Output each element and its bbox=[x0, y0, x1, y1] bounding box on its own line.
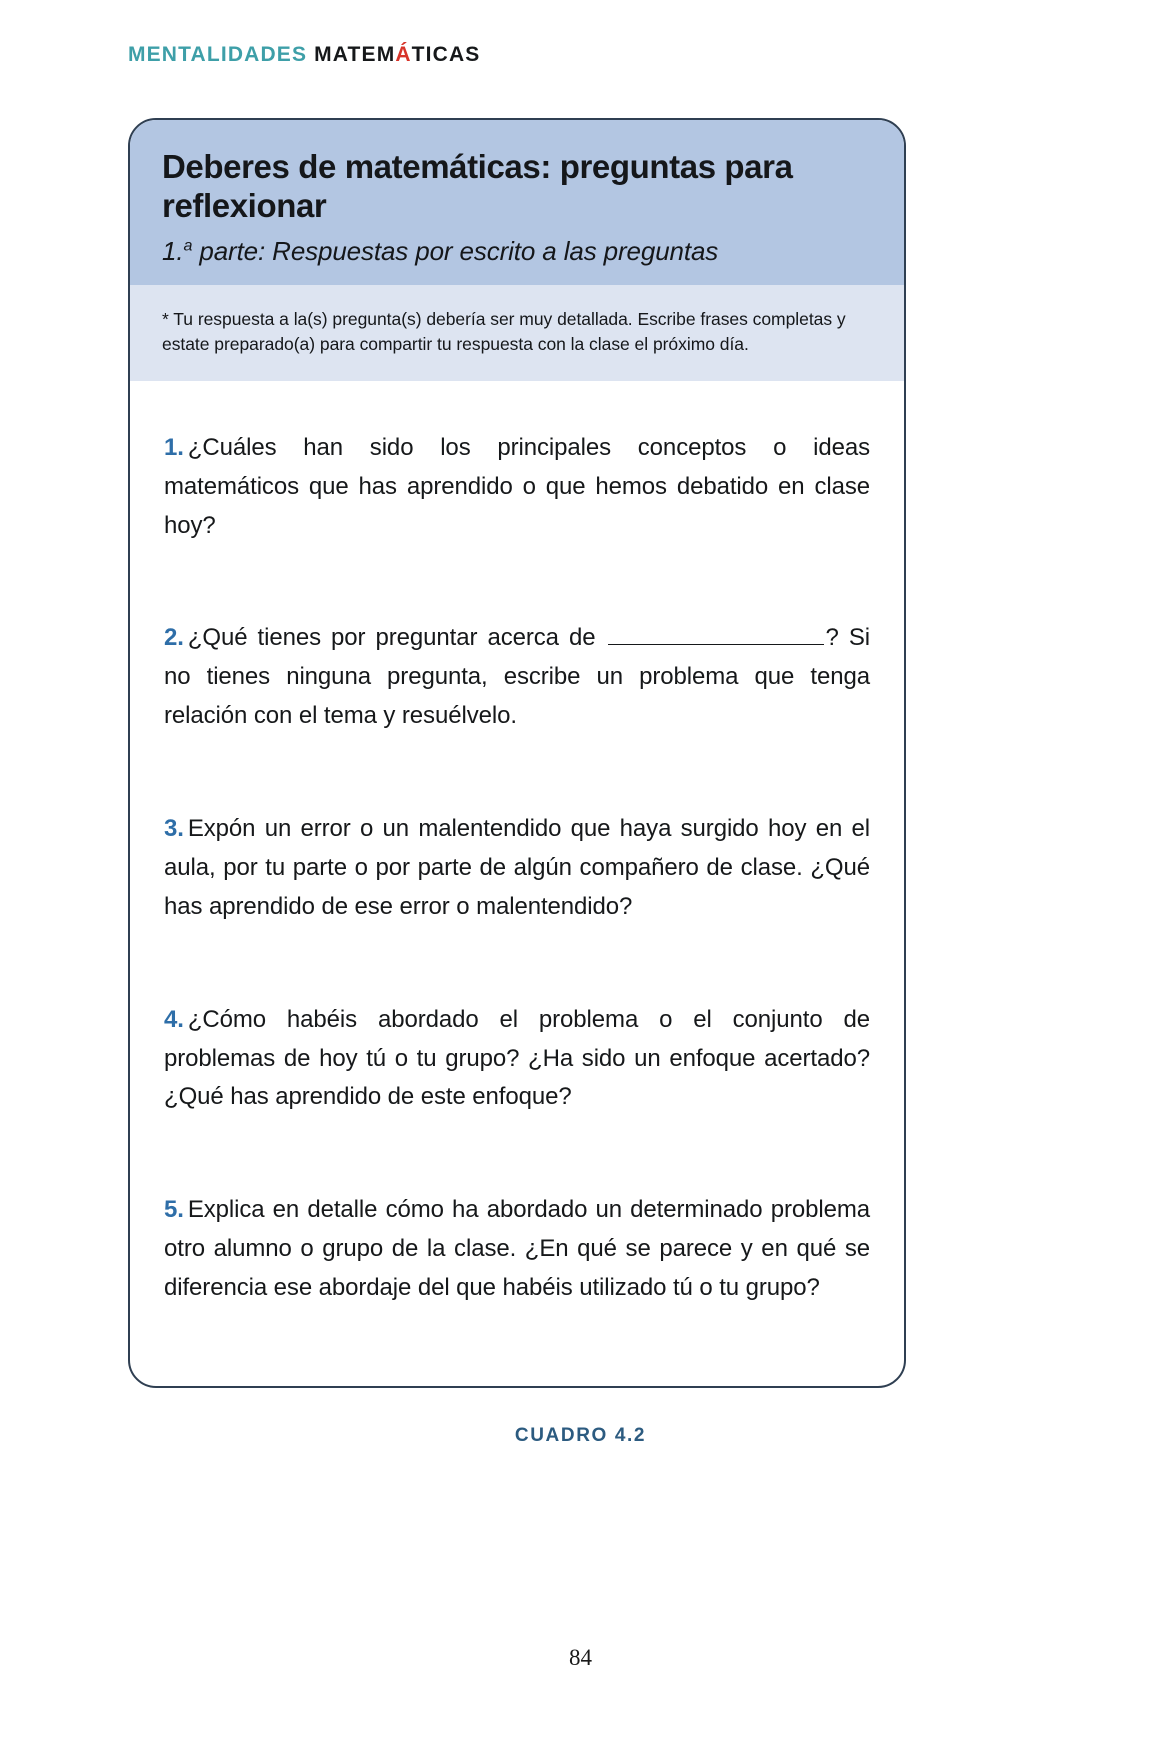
brand-accent-a: Á bbox=[395, 43, 412, 66]
card-body bbox=[130, 381, 904, 1308]
question-item-5 bbox=[164, 1191, 870, 1308]
card-subtitle-rest: parte: Respuestas por escrito a las preguntas bbox=[192, 235, 719, 266]
question-number-5: 5. bbox=[164, 1196, 184, 1224]
card-note-strip bbox=[130, 285, 904, 381]
question-number-4: 4. bbox=[164, 1005, 184, 1033]
question-item-3 bbox=[164, 810, 870, 927]
brand-word-mentalidades: MENTALIDADES bbox=[128, 43, 308, 66]
card-header bbox=[130, 120, 904, 285]
question-item-4 bbox=[164, 1001, 870, 1118]
question-number-1: 1. bbox=[164, 433, 184, 461]
question-text-2-after-blank: ? Si no tienes ninguna pregunta, escribe un problema que tenga relación con el tema y resuélvelo. bbox=[164, 624, 870, 730]
question-2-fill-in-blank[interactable] bbox=[608, 622, 824, 646]
brand-word-matem: MATEM bbox=[314, 43, 396, 66]
question-item-2 bbox=[164, 619, 870, 736]
card-subtitle bbox=[162, 236, 872, 267]
page-number: 84 bbox=[569, 1645, 592, 1670]
question-text-3: Expón un error o un malentendido que haya surgido hoy en el aula, por tu parte o por parte de algún compañero de clase. ¿Qué has aprendido de ese error o malentendido? bbox=[164, 815, 870, 920]
running-head-brand bbox=[128, 44, 480, 65]
question-number-3: 3. bbox=[164, 815, 184, 842]
question-text-5: Explica en detalle cómo ha abordado un determinado problema otro alumno o grupo de la clase. ¿En qué se parece y en qué se diferencia ese abordaje del que habéis utilizado tú o tu grupo? bbox=[164, 1196, 870, 1301]
question-text-1: ¿Cuáles han sido los principales conceptos o ideas matemáticos que has aprendido o que hemos debatido en clase hoy? bbox=[164, 433, 870, 539]
card-note-text: * Tu respuesta a la(s) pregunta(s) debería ser muy detallada. Escribe frases completas y estate preparado(a) para compartir tu respuesta con la clase el próximo día. bbox=[162, 309, 846, 354]
question-item-1 bbox=[164, 429, 870, 546]
card-subtitle-number: 1. bbox=[162, 235, 184, 266]
question-text-4: ¿Cómo habéis abordado el problema o el conjunto de problemas de hoy tú o tu grupo? ¿Ha sido un enfoque acertado? ¿Qué has aprendido de este enfoque? bbox=[164, 1005, 870, 1111]
question-text-2-before-blank: ¿Qué tienes por preguntar acerca de bbox=[187, 624, 606, 652]
worksheet-card bbox=[128, 118, 906, 1388]
brand-word-ticas: TICAS bbox=[411, 43, 481, 66]
card-subtitle-ordinal: a bbox=[183, 236, 193, 255]
question-number-2: 2. bbox=[164, 624, 184, 652]
figure-caption: CUADRO 4.2 bbox=[514, 1425, 647, 1446]
card-title: Deberes de matemáticas: preguntas para reflexionar bbox=[162, 148, 793, 224]
